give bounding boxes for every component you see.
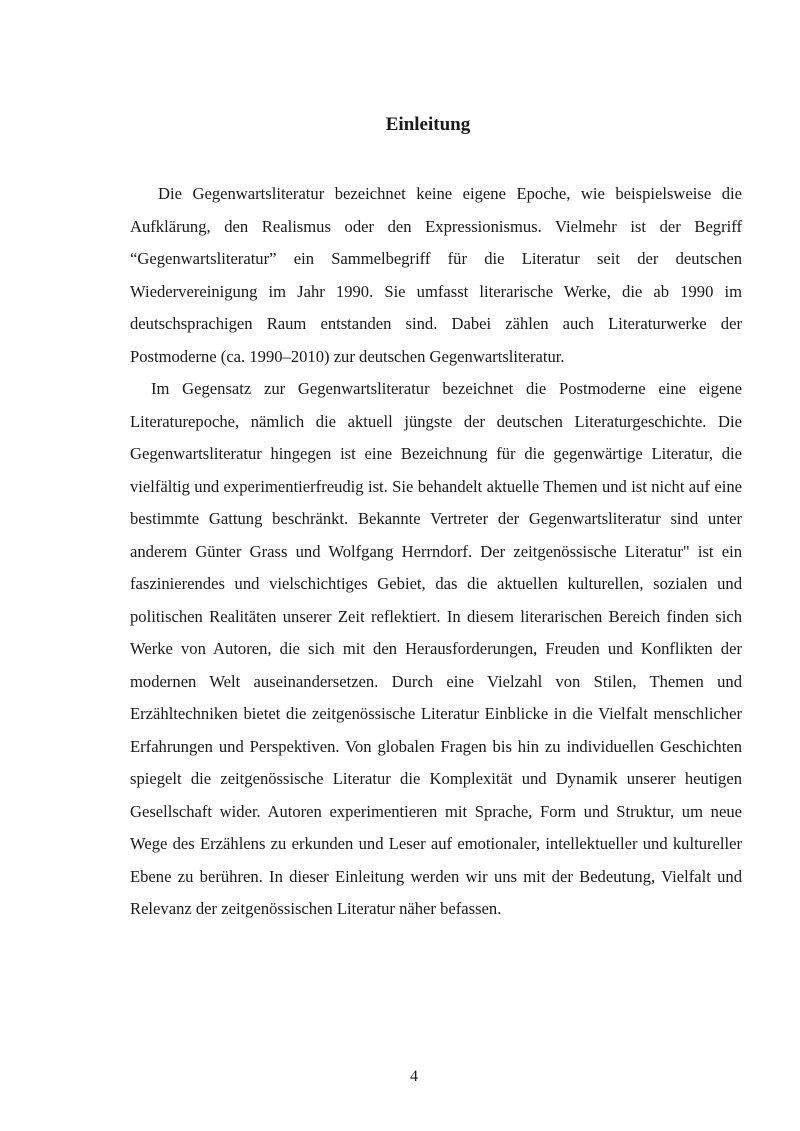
page-number: 4	[410, 1068, 418, 1085]
body-text	[130, 178, 742, 926]
paragraph-1: Die Gegenwartsliteratur bezeichnet keine eigene Epoche, wie beispielsweise die Aufklärung, den Realismus oder den Expressionismus. Vielmehr ist der Begriff “Gegenwartsliteratur” ein Sammelbegriff für die Literatur seit der deutschen Wiedervereinigung im Jahr 1990. Sie umfasst literarische Werke, die ab 1990 im deutschsprachigen Raum entstanden sind. Dabei zählen auch Literaturwerke der Postmoderne (ca. 1990–2010) zur deutschen Gegenwartsliteratur.	[130, 184, 742, 366]
section-heading: Einleitung	[385, 114, 471, 135]
paragraph-2: Im Gegensatz zur Gegenwartsliteratur bezeichnet die Postmoderne eine eigene Literaturepoche, nämlich die aktuell jüngste der deutschen Literaturgeschichte. Die Gegenwartsliteratur hingegen ist eine Bezeichnung für die gegenwärtige Literatur, die vielfältig und experimentierfreudig ist. Sie behandelt aktuelle Themen und ist nicht auf eine bestimmte Gattung beschränkt. Bekannte Vertreter der Gegenwartsliteratur sind unter anderem Günter Grass und Wolfgang Herrndorf. Der zeitgenössische Literatur" ist ein faszinierendes und vielschichtiges Gebiet, das die aktuellen kulturellen, sozialen und politischen Realitäten unserer Zeit reflektiert. In diesem literarischen Bereich finden sich Werke von Autoren, die sich mit den Herausforderungen, Freuden und Konflikten der modernen Welt auseinandersetzen. Durch eine Vielzahl von Stilen, Themen und Erzähltechniken bietet die zeitgenössische Literatur Einblicke in die Vielfalt menschlicher Erfahrungen und Perspektiven. Von globalen Fragen bis hin zu individuellen Geschichten spiegelt die zeitgenössische Literatur die Komplexität und Dynamik unserer heutigen Gesellschaft wider. Autoren experimentieren mit Sprache, Form und Struktur, um neue Wege des Erzählens zu erkunden und Leser auf emotionaler, intellektueller und kultureller Ebene zu berühren. In dieser Einleitung werden wir uns mit der Bedeutung, Vielfalt und Relevanz der zeitgenössischen Literatur näher befassen.	[130, 379, 742, 918]
